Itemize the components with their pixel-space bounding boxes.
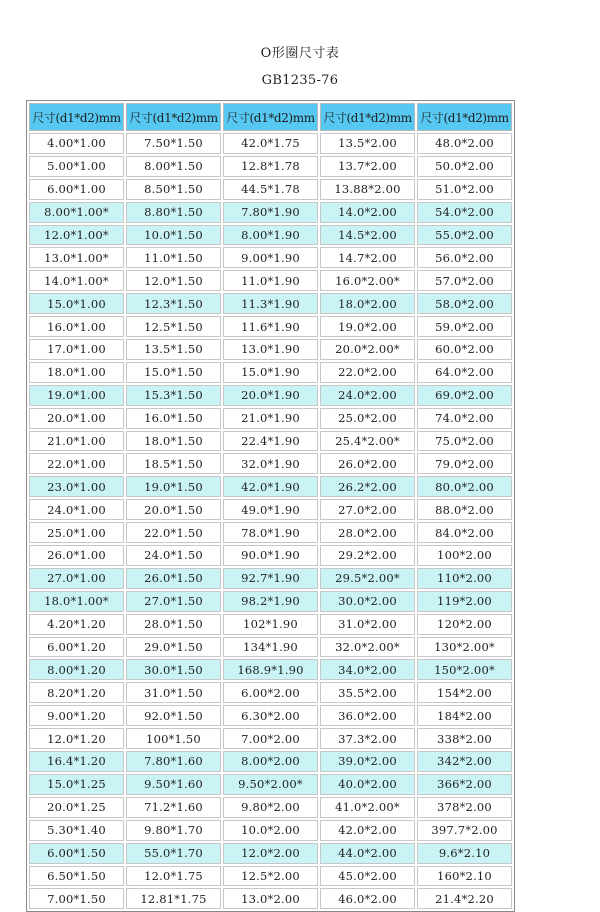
table-cell: 10.0*1.50: [126, 225, 221, 246]
table-row: [29, 179, 512, 200]
table-cell: 31.0*2.00: [320, 614, 415, 635]
table-cell: 120*2.00: [417, 614, 512, 635]
table-cell: 14.0*1.00*: [29, 270, 124, 291]
table-cell: 17.0*1.00: [29, 339, 124, 360]
table-cell: 42.0*1.90: [223, 476, 318, 497]
table-cell: 168.9*1.90: [223, 659, 318, 680]
table-cell: 150*2.00*: [417, 659, 512, 680]
table-cell: 15.3*1.50: [126, 385, 221, 406]
table-cell: 8.00*1.50: [126, 156, 221, 177]
table-row: [29, 247, 512, 268]
table-cell: 20.0*1.00: [29, 408, 124, 429]
table-cell: 18.0*1.00*: [29, 591, 124, 612]
table-cell: 75.0*2.00: [417, 431, 512, 452]
table-cell: 8.00*2.00: [223, 751, 318, 772]
table-cell: 26.0*2.00: [320, 453, 415, 474]
table-cell: 55.0*1.70: [126, 843, 221, 864]
table-cell: 49.0*1.90: [223, 499, 318, 520]
table-row: [29, 522, 512, 543]
page-title: O形圈尺寸表: [260, 46, 340, 61]
table-cell: 8.00*1.20: [29, 659, 124, 680]
table-cell: 12.0*2.00: [223, 843, 318, 864]
table-cell: 102*1.90: [223, 614, 318, 635]
table-cell: 44.0*2.00: [320, 843, 415, 864]
table-cell: 15.0*1.50: [126, 362, 221, 383]
table-cell: 25.0*1.00: [29, 522, 124, 543]
column-header: 尺寸(d1*d2)mm: [223, 103, 318, 131]
table-cell: 11.6*1.90: [223, 316, 318, 337]
table-cell: 90.0*1.90: [223, 545, 318, 566]
table-cell: 6.00*1.00: [29, 179, 124, 200]
table-cell: 12.5*1.50: [126, 316, 221, 337]
table-row: [29, 316, 512, 337]
table-cell: 7.80*1.90: [223, 202, 318, 223]
table-cell: 9.50*2.00*: [223, 774, 318, 795]
table-cell: 69.0*2.00: [417, 385, 512, 406]
table-cell: 20.0*1.50: [126, 499, 221, 520]
table-cell: 16.4*1.20: [29, 751, 124, 772]
table-cell: 58.0*2.00: [417, 293, 512, 314]
table-cell: 88.0*2.00: [417, 499, 512, 520]
table-cell: 26.0*1.00: [29, 545, 124, 566]
table-row: [29, 728, 512, 749]
table-cell: 22.0*1.00: [29, 453, 124, 474]
table-cell: 9.00*1.90: [223, 247, 318, 268]
table-row: [29, 431, 512, 452]
column-header: 尺寸(d1*d2)mm: [320, 103, 415, 131]
table-cell: 25.4*2.00*: [320, 431, 415, 452]
table-cell: 7.00*2.00: [223, 728, 318, 749]
table-cell: 44.5*1.78: [223, 179, 318, 200]
table-cell: 23.0*1.00: [29, 476, 124, 497]
table-cell: 397.7*2.00: [417, 820, 512, 841]
table-row: [29, 820, 512, 841]
table-cell: 7.80*1.60: [126, 751, 221, 772]
table-cell: 7.50*1.50: [126, 133, 221, 154]
table-cell: 14.7*2.00: [320, 247, 415, 268]
table-cell: 56.0*2.00: [417, 247, 512, 268]
table-cell: 11.3*1.90: [223, 293, 318, 314]
table-cell: 20.0*1.90: [223, 385, 318, 406]
table-cell: 48.0*2.00: [417, 133, 512, 154]
table-cell: 50.0*2.00: [417, 156, 512, 177]
table-row: [29, 866, 512, 887]
table-row: [29, 774, 512, 795]
table-row: [29, 637, 512, 658]
table-cell: 13.5*2.00: [320, 133, 415, 154]
table-row: [29, 614, 512, 635]
table-cell: 27.0*1.50: [126, 591, 221, 612]
table-row: [29, 476, 512, 497]
table-cell: 24.0*1.50: [126, 545, 221, 566]
table-cell: 18.0*1.50: [126, 431, 221, 452]
table-cell: 160*2.10: [417, 866, 512, 887]
table-cell: 15.0*1.90: [223, 362, 318, 383]
table-cell: 119*2.00: [417, 591, 512, 612]
table-cell: 15.0*1.25: [29, 774, 124, 795]
table-cell: 42.0*2.00: [320, 820, 415, 841]
table-cell: 24.0*1.00: [29, 499, 124, 520]
table-cell: 19.0*1.00: [29, 385, 124, 406]
table-cell: 92.7*1.90: [223, 568, 318, 589]
table-cell: 64.0*2.00: [417, 362, 512, 383]
column-header: 尺寸(d1*d2)mm: [126, 103, 221, 131]
table-cell: 21.0*1.90: [223, 408, 318, 429]
standard-code: GB1235-76: [261, 73, 339, 88]
table-cell: 12.0*1.75: [126, 866, 221, 887]
table-cell: 6.00*2.00: [223, 682, 318, 703]
table-cell: 57.0*2.00: [417, 270, 512, 291]
table-cell: 20.0*1.25: [29, 797, 124, 818]
table-row: [29, 270, 512, 291]
table-cell: 18.0*2.00: [320, 293, 415, 314]
table-cell: 34.0*2.00: [320, 659, 415, 680]
table-cell: 13.0*2.00: [223, 888, 318, 909]
table-cell: 60.0*2.00: [417, 339, 512, 360]
table-cell: 80.0*2.00: [417, 476, 512, 497]
table-cell: 84.0*2.00: [417, 522, 512, 543]
table-cell: 8.20*1.20: [29, 682, 124, 703]
table-cell: 28.0*1.50: [126, 614, 221, 635]
table-cell: 12.8*1.78: [223, 156, 318, 177]
table-cell: 14.0*2.00: [320, 202, 415, 223]
table-cell: 13.7*2.00: [320, 156, 415, 177]
table-cell: 6.00*1.50: [29, 843, 124, 864]
table-cell: 9.00*1.20: [29, 705, 124, 726]
table-cell: 45.0*2.00: [320, 866, 415, 887]
table-cell: 6.30*2.00: [223, 705, 318, 726]
table-cell: 79.0*2.00: [417, 453, 512, 474]
table-cell: 342*2.00: [417, 751, 512, 772]
table-cell: 10.0*2.00: [223, 820, 318, 841]
table-cell: 8.00*1.00*: [29, 202, 124, 223]
table-cell: 378*2.00: [417, 797, 512, 818]
table-cell: 110*2.00: [417, 568, 512, 589]
table-cell: 154*2.00: [417, 682, 512, 703]
table-cell: 19.0*1.50: [126, 476, 221, 497]
table-cell: 22.0*2.00: [320, 362, 415, 383]
table-row: [29, 797, 512, 818]
table-cell: 29.0*1.50: [126, 637, 221, 658]
table-cell: 130*2.00*: [417, 637, 512, 658]
table-cell: 37.3*2.00: [320, 728, 415, 749]
table-row: [29, 705, 512, 726]
table-cell: 21.4*2.20: [417, 888, 512, 909]
o-ring-size-table-frame: [26, 100, 515, 912]
table-cell: 9.50*1.60: [126, 774, 221, 795]
table-row: [29, 843, 512, 864]
table-row: [29, 362, 512, 383]
table-row: [29, 751, 512, 772]
table-cell: 26.0*1.50: [126, 568, 221, 589]
table-cell: 9.80*2.00: [223, 797, 318, 818]
table-cell: 26.2*2.00: [320, 476, 415, 497]
table-row: [29, 293, 512, 314]
table-cell: 13.88*2.00: [320, 179, 415, 200]
table-cell: 100*2.00: [417, 545, 512, 566]
table-cell: 7.00*1.50: [29, 888, 124, 909]
table-cell: 29.2*2.00: [320, 545, 415, 566]
table-cell: 27.0*1.00: [29, 568, 124, 589]
table-cell: 59.0*2.00: [417, 316, 512, 337]
table-cell: 55.0*2.00: [417, 225, 512, 246]
table-cell: 16.0*2.00*: [320, 270, 415, 291]
table-cell: 22.0*1.50: [126, 522, 221, 543]
table-cell: 20.0*2.00*: [320, 339, 415, 360]
table-row: [29, 568, 512, 589]
table-cell: 51.0*2.00: [417, 179, 512, 200]
table-cell: 35.5*2.00: [320, 682, 415, 703]
table-row: [29, 133, 512, 154]
table-cell: 12.5*2.00: [223, 866, 318, 887]
table-cell: 9.80*1.70: [126, 820, 221, 841]
table-cell: 21.0*1.00: [29, 431, 124, 452]
table-cell: 100*1.50: [126, 728, 221, 749]
table-cell: 366*2.00: [417, 774, 512, 795]
table-cell: 40.0*2.00: [320, 774, 415, 795]
table-row: [29, 225, 512, 246]
table-cell: 29.5*2.00*: [320, 568, 415, 589]
table-header-row: [29, 103, 512, 131]
table-row: [29, 499, 512, 520]
table-cell: 12.0*1.20: [29, 728, 124, 749]
table-cell: 5.00*1.00: [29, 156, 124, 177]
table-body: [29, 133, 512, 909]
table-cell: 98.2*1.90: [223, 591, 318, 612]
table-cell: 30.0*1.50: [126, 659, 221, 680]
table-cell: 42.0*1.75: [223, 133, 318, 154]
table-cell: 338*2.00: [417, 728, 512, 749]
table-cell: 32.0*1.90: [223, 453, 318, 474]
table-cell: 24.0*2.00: [320, 385, 415, 406]
table-row: [29, 385, 512, 406]
table-cell: 6.00*1.20: [29, 637, 124, 658]
column-header: 尺寸(d1*d2)mm: [417, 103, 512, 131]
table-cell: 15.0*1.00: [29, 293, 124, 314]
table-row: [29, 453, 512, 474]
table-cell: 92.0*1.50: [126, 705, 221, 726]
table-cell: 6.50*1.50: [29, 866, 124, 887]
table-cell: 16.0*1.00: [29, 316, 124, 337]
table-cell: 36.0*2.00: [320, 705, 415, 726]
table-cell: 28.0*2.00: [320, 522, 415, 543]
table-cell: 12.81*1.75: [126, 888, 221, 909]
table-row: [29, 888, 512, 909]
table-cell: 71.2*1.60: [126, 797, 221, 818]
table-cell: 22.4*1.90: [223, 431, 318, 452]
table-cell: 16.0*1.50: [126, 408, 221, 429]
table-row: [29, 408, 512, 429]
table-cell: 5.30*1.40: [29, 820, 124, 841]
table-cell: 74.0*2.00: [417, 408, 512, 429]
table-cell: 13.0*1.00*: [29, 247, 124, 268]
table-cell: 18.0*1.00: [29, 362, 124, 383]
table-cell: 41.0*2.00*: [320, 797, 415, 818]
table-cell: 11.0*1.90: [223, 270, 318, 291]
table-row: [29, 545, 512, 566]
table-cell: 46.0*2.00: [320, 888, 415, 909]
table-row: [29, 659, 512, 680]
table-cell: 8.00*1.90: [223, 225, 318, 246]
table-cell: 32.0*2.00*: [320, 637, 415, 658]
table-cell: 18.5*1.50: [126, 453, 221, 474]
table-cell: 39.0*2.00: [320, 751, 415, 772]
table-cell: 4.00*1.00: [29, 133, 124, 154]
table-cell: 12.3*1.50: [126, 293, 221, 314]
table-cell: 4.20*1.20: [29, 614, 124, 635]
table-cell: 8.50*1.50: [126, 179, 221, 200]
table-cell: 9.6*2.10: [417, 843, 512, 864]
table-cell: 134*1.90: [223, 637, 318, 658]
table-cell: 14.5*2.00: [320, 225, 415, 246]
table-row: [29, 682, 512, 703]
table-cell: 30.0*2.00: [320, 591, 415, 612]
table-cell: 31.0*1.50: [126, 682, 221, 703]
table-cell: 54.0*2.00: [417, 202, 512, 223]
o-ring-size-table: [27, 101, 514, 911]
table-row: [29, 591, 512, 612]
table-cell: 25.0*2.00: [320, 408, 415, 429]
table-row: [29, 339, 512, 360]
column-header: 尺寸(d1*d2)mm: [29, 103, 124, 131]
table-cell: 19.0*2.00: [320, 316, 415, 337]
table-cell: 27.0*2.00: [320, 499, 415, 520]
table-row: [29, 202, 512, 223]
table-cell: 12.0*1.50: [126, 270, 221, 291]
table-cell: 12.0*1.00*: [29, 225, 124, 246]
table-cell: 11.0*1.50: [126, 247, 221, 268]
table-cell: 78.0*1.90: [223, 522, 318, 543]
table-cell: 8.80*1.50: [126, 202, 221, 223]
table-cell: 184*2.00: [417, 705, 512, 726]
table-row: [29, 156, 512, 177]
table-cell: 13.0*1.90: [223, 339, 318, 360]
table-cell: 13.5*1.50: [126, 339, 221, 360]
